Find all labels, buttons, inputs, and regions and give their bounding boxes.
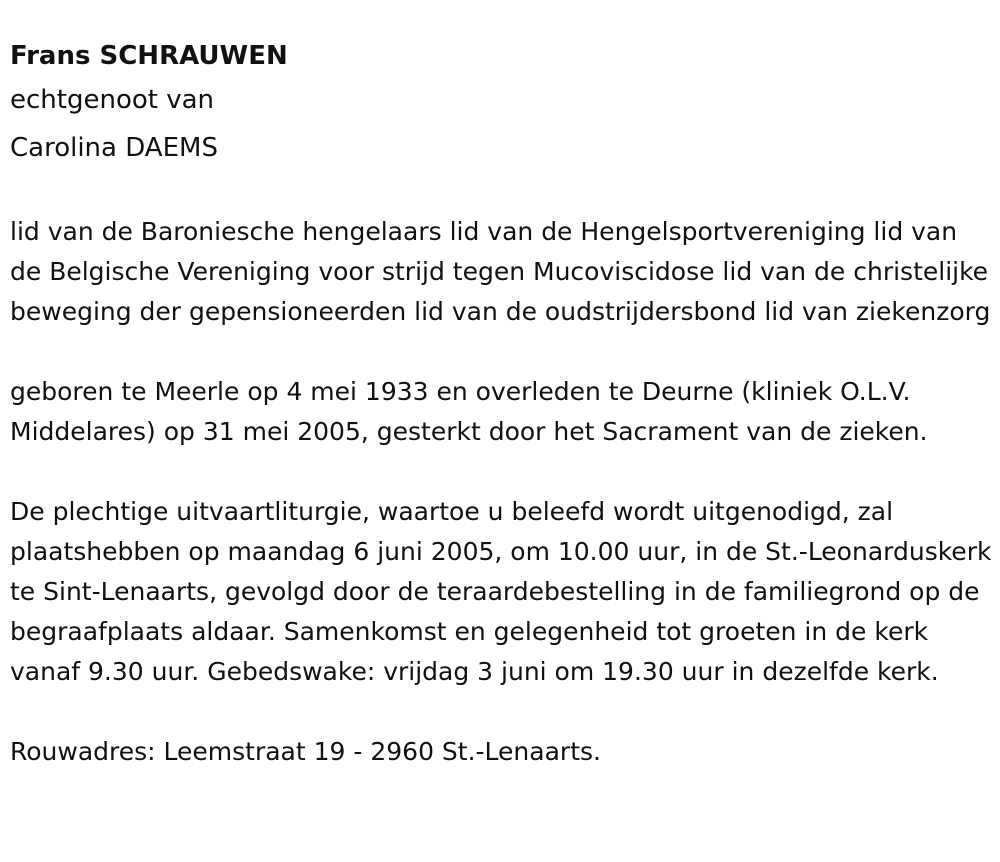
spacer	[10, 692, 995, 732]
obituary-notice	[10, 36, 995, 772]
birth-death-paragraph: geboren te Meerle op 4 mei 1933 en overleden te Deurne (kliniek O.L.V. Middelares) op 31 mei 2005, gesterkt door het Sacrament van de zieken.	[10, 377, 928, 446]
address-line: Rouwadres: Leemstraat 19 - 2960 St.-Lenaarts.	[10, 737, 601, 766]
funeral-paragraph: De plechtige uitvaartliturgie, waartoe u beleefd wordt uitgenodigd, zal plaatshebben op maandag 6 juni 2005, om 10.00 uur, in de St.-Leonarduskerk te Sint-Lenaarts, gevolgd door de teraardebestelling in de familiegrond op de begraafplaats aldaar. Samenkomst en gelegenheid tot groeten in de kerk vanaf 9.30 uur. Gebedswake: vrijdag 3 juni om 19.30 uur in dezelfde kerk.	[10, 497, 992, 686]
spacer	[10, 332, 995, 372]
memberships-paragraph: lid van de Baroniesche hengelaars lid van de Hengelsportvereniging lid van de Belgische Vereniging voor strijd tegen Mucoviscidose lid van de christelijke beweging der gepensioneerden lid van de oudstrijdersbond lid van ziekenzorg	[10, 217, 991, 326]
spacer	[10, 452, 995, 492]
deceased-name: Frans SCHRAUWEN	[10, 41, 288, 71]
spouse-name: Carolina DAEMS	[10, 133, 218, 163]
spacer	[10, 172, 995, 212]
relation-label: echtgenoot van	[10, 85, 215, 115]
